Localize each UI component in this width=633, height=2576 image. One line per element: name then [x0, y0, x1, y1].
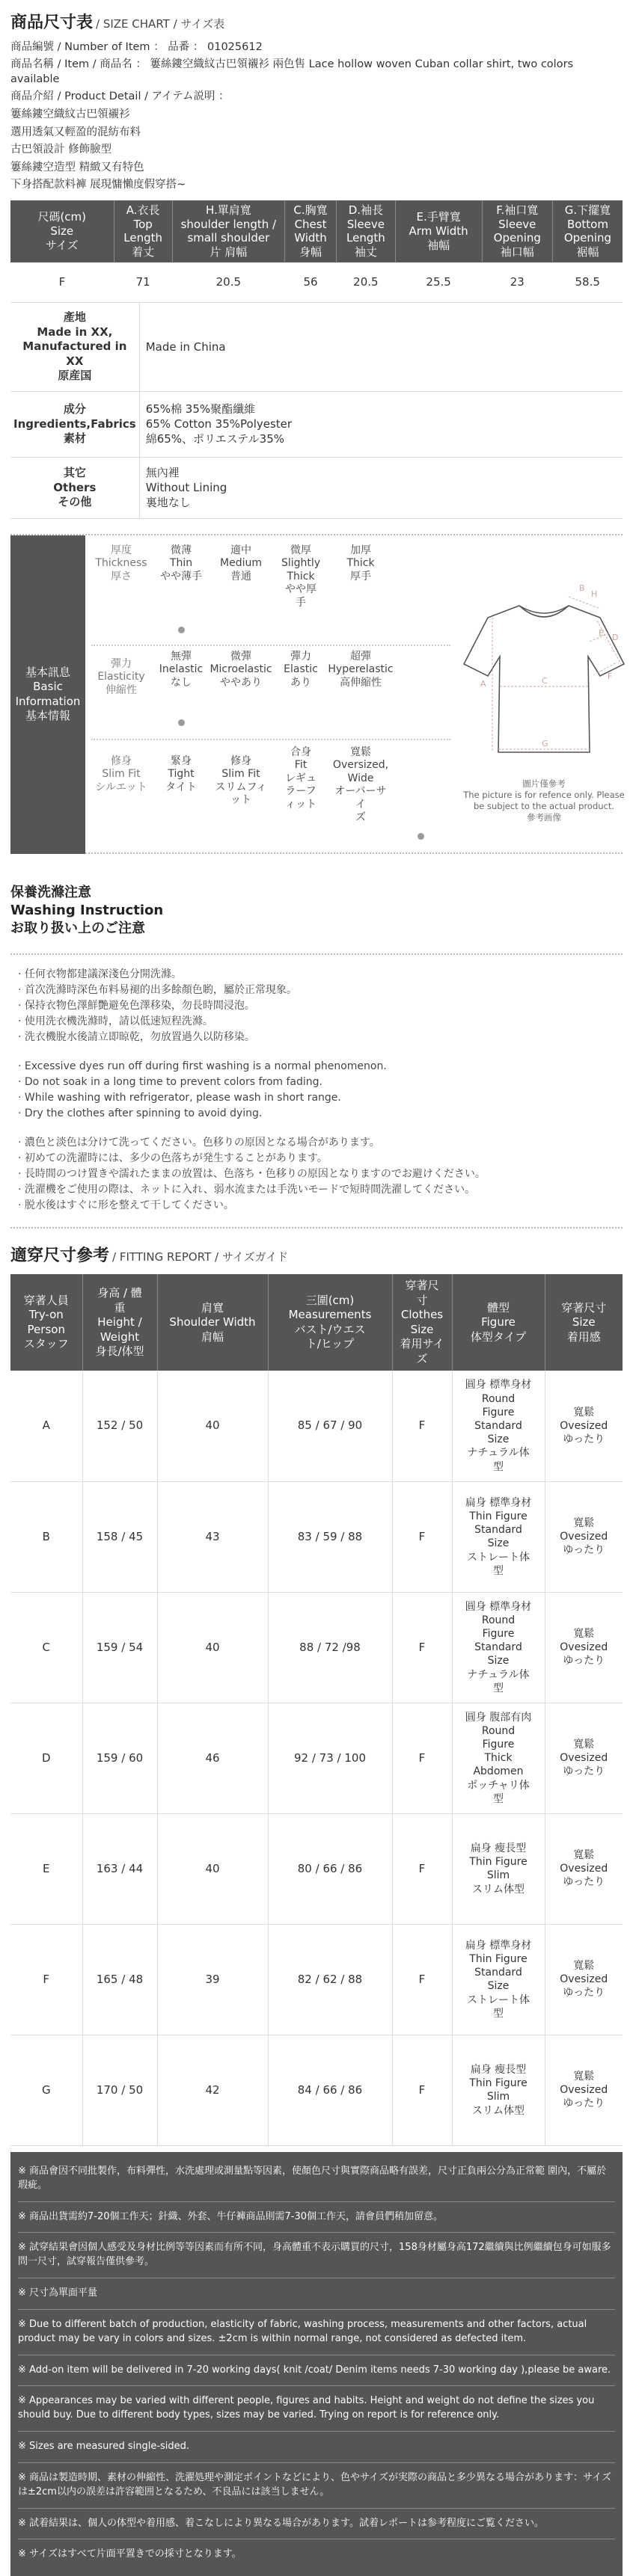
diagram-note: 圖片僅參考 The picture is for refence only. Please be subject to the actual product. 參考画像 [463, 778, 625, 823]
diagram-letter-f: F [608, 671, 613, 681]
note-line: ※ 尺寸為單面平量 [18, 2287, 98, 2299]
thickness-label: 厚度 Thickness 厚さ [95, 544, 147, 582]
origin-label: 產地 Made in XX, Manufactured in XX 原産国 [10, 303, 139, 391]
fitting-cell: 159 / 54 [82, 1592, 157, 1703]
size-chart-title [10, 12, 623, 34]
basic-info-section [10, 535, 623, 854]
notes-section [10, 2152, 623, 2576]
fitting-cell: 40 [157, 1813, 268, 1924]
product-info [10, 40, 623, 193]
washing-instructions [10, 953, 623, 1229]
fitting-table-body [10, 1371, 623, 2145]
washing-section [0, 854, 633, 1229]
fitting-title [10, 1245, 623, 1267]
fitting-cell: 165 / 48 [82, 1924, 157, 2035]
fitting-cell: F [10, 1924, 82, 2035]
composition-ja: 綿65%、ポリエステル35% [145, 432, 285, 446]
fitting-cell: F [392, 1703, 452, 1813]
item-detail-line: 簍絲鏤空織紋古巴領襯衫 [10, 108, 130, 120]
fitting-cell: 83 / 59 / 88 [268, 1481, 392, 1592]
fitting-cell: 寬鬆 Ovesized ゆったり [545, 1703, 623, 1813]
fitting-header-row [10, 1274, 623, 1371]
fit-tight: 緊身 Tight タイト [165, 754, 197, 793]
fitting-cell: 163 / 44 [82, 1813, 157, 1924]
composition-zh: 65%棉 35%聚酯纖維 [145, 402, 256, 416]
basic-info-grid [91, 535, 450, 854]
item-detail-line: 下身搭配款料褲 展現慵懶度假穿搭~ [10, 179, 186, 191]
lining-label: 其它 Others その他 [10, 457, 139, 518]
diagram-letter-h: H [591, 588, 598, 599]
spec-table [10, 303, 623, 519]
washing-line: · Dry the clothes after spinning to avoid dying. [18, 1107, 263, 1119]
washing-line: · 長時間のつけ置きや濡れたままの放置は、色落ち・色移りの原因となりますのでお避けください。 [18, 1167, 486, 1180]
washing-line: · 首次洗滌時深色布料易褪的出多餘顏色喲，屬於正常現象。 [18, 983, 297, 996]
diagram-letter-e: E [599, 627, 604, 638]
diagram-letter-d: D [612, 632, 619, 642]
fitting-header-cell: 三圍(cm) Measurements バスト/ウエス ト/ヒップ [268, 1274, 392, 1371]
washing-title-en: Washing Instruction [10, 903, 164, 919]
washing-line: · Do not soak in a long time to prevent colors from fading. [18, 1075, 322, 1088]
thickness-indicator-dot [178, 627, 185, 633]
fitting-row [10, 1371, 623, 1481]
washing-line: · 保持衣物色澤鮮艷避免色澤移染，勿長時間浸泡。 [18, 999, 255, 1012]
note-line: ※ Sizes are measured single-sided. [18, 2441, 190, 2453]
composition-en: 65% Cotton 35%Polyester [145, 417, 293, 431]
thickness-row [91, 540, 450, 610]
fitting-cell: F [392, 1592, 452, 1703]
lining-ja: 裏地なし [145, 496, 191, 510]
fitting-report-section [0, 1229, 633, 2146]
elasticity-indicator-dot [178, 719, 185, 726]
fitting-cell: F [392, 1481, 452, 1592]
size-header-cell: F.袖口寬 Sleeve Opening 袖口幅 [482, 200, 552, 262]
fitting-cell: 92 / 73 / 100 [268, 1703, 392, 1813]
washing-line: · 濃色と淡色は分けて洗ってください。色移りの原因となる場合があります。 [18, 1136, 380, 1149]
fit-label: 修身 Slim Fit シルエット [95, 754, 147, 793]
lining-value [139, 457, 623, 518]
note-line: ※ 商品會因不同批製作，布料彈性，水洗處理或測量點等因素，使顏色尺寸與實際商品略有誤差，尺寸正負兩公分為正常範 圍內，不屬於瑕疵。 [18, 2165, 607, 2191]
fitting-cell: 扁身 標準身材 Thin Figure Standard Size ストレート体 型 [452, 1481, 545, 1592]
fitting-title-main: 適穿尺寸參考 [10, 1246, 110, 1265]
fitting-cell: 170 / 50 [82, 2035, 157, 2145]
diagram-letter-g: G [542, 738, 548, 748]
fit-oversized: 寬鬆 Oversized, Wide オーバーサイ ズ [332, 746, 389, 824]
elasticity-hyper: 超彈 Hyperelastic 高伸縮性 [328, 650, 394, 689]
thickness-thick: 加厚 Thick 厚手 [346, 544, 375, 582]
fitting-cell: 扁身 標準身材 Thin Figure Standard Size ストレート体 型 [452, 1924, 545, 2035]
fitting-row [10, 2035, 623, 2145]
note-line: ※ Due to different batch of production, elasticity of fabric, washing process, measurements and other factors, actual product may be vary in colors and sizes. ±2cm is within normal range, not considered as defected item. [18, 2318, 587, 2344]
size-header-cell: A.衣長 Top Length 着丈 [114, 200, 172, 262]
fitting-cell: F [392, 1813, 452, 1924]
note-line: ※ Appearances may be varied with different people, figures and habits. Height and weight do not define the sizes you should buy. Due to different body types, sizes may be varied. Trying on report is for reference only. [18, 2395, 595, 2421]
washing-line: · 脱水後はすぐに形を整えて干してください。 [18, 1199, 234, 1211]
size-cell: 20.5 [172, 262, 284, 303]
fit-regular: 合身 Fit レギュ ラーフ ィット [285, 746, 316, 811]
washing-title-zh: 保養洗滌注意 [10, 884, 91, 900]
fitting-cell: 46 [157, 1703, 268, 1813]
fitting-cell: 82 / 62 / 88 [268, 1924, 392, 2035]
fitting-header-cell: 身高 / 體 重 Height / Weight 身長/体型 [82, 1274, 157, 1371]
fitting-table [10, 1274, 623, 2146]
fitting-cell: 扁身 瘦長型 Thin Figure Slim スリム体型 [452, 2035, 545, 2145]
fitting-cell: 159 / 60 [82, 1703, 157, 1813]
size-header-cell: D.袖長 Sleeve Length 袖丈 [337, 200, 395, 262]
size-cell: F [10, 262, 114, 303]
washing-line: · While washing with refrigerator, please wash in short range. [18, 1091, 341, 1104]
elasticity-elastic: 彈力 Elastic あり [284, 650, 318, 689]
size-header-cell: C.胸寬 Chest Width 身幅 [284, 200, 336, 262]
composition-value [139, 391, 623, 457]
diagram-letter-c: C [542, 675, 548, 686]
fitting-header-cell: 穿著尺 寸 Clothes Size 着用サイ ズ [392, 1274, 452, 1371]
fitting-cell: D [10, 1703, 82, 1813]
fitting-cell: 39 [157, 1924, 268, 2035]
size-chart-section [0, 0, 633, 535]
fitting-header-cell: 體型 Figure 体型タイプ [452, 1274, 545, 1371]
composition-row [10, 391, 623, 457]
washing-line: · Excessive dyes run off during first washing is a normal phenomenon. [18, 1060, 387, 1072]
fitting-row [10, 1703, 623, 1813]
washing-title-ja: お取り扱い上のご注意 [10, 920, 145, 937]
size-chart-title-main: 商品尺寸表 [10, 13, 94, 32]
note-line: ※ 商品は製造時期、素材の伸縮性、洗濯処理や測定ポイントなどにより、色やサイズが実際の商品と多少異なる場合があります：サイズは±2cm以内の誤差は許容範囲となるため、不良品には該当しません。 [18, 2471, 611, 2497]
washing-line: · 初めての洗濯時には、多少の色落ちが発生することがあります。 [18, 1152, 328, 1164]
fitting-cell: 寬鬆 Ovesized ゆったり [545, 1813, 623, 1924]
fitting-cell: 圓身 標準身材 Round Figure Standard Size ナチュラル体 型 [452, 1371, 545, 1481]
fitting-cell: 88 / 72 /98 [268, 1592, 392, 1703]
item-detail-line: 古巴領設計 修飾臉型 [10, 144, 112, 156]
elasticity-inelastic: 無彈 Inelastic なし [159, 650, 204, 689]
size-header-cell: E.手臂寬 Arm Width 袖幅 [395, 200, 482, 262]
fitting-cell: 43 [157, 1481, 268, 1592]
note-line: ※ サイズはすべて片面平置きでの採寸となります。 [18, 2548, 242, 2560]
size-row [10, 262, 623, 303]
washing-line: · 洗濯機をご使用の際は、ネットに入れ、弱水流または手洗いモードで短時間洗濯してください。 [18, 1183, 476, 1196]
fitting-header-cell: 肩寬 Shoulder Width 肩幅 [157, 1274, 268, 1371]
fitting-cell: 寬鬆 Ovesized ゆったり [545, 1371, 623, 1481]
washing-title [10, 884, 623, 938]
fitting-cell: 扁身 瘦長型 Thin Figure Slim スリム体型 [452, 1813, 545, 1924]
elasticity-micro: 微彈 Microelastic ややあり [210, 650, 272, 689]
fitting-cell: E [10, 1813, 82, 1924]
item-name: 商品名稱 / Item / 商品名 ： 簍絲鏤空織紋古巴領襯衫 兩色售 Lace hollow woven Cuban collar shirt, two colors available [10, 58, 574, 85]
basic-info-label: 基本訊息 Basic Information 基本情報 [10, 535, 85, 854]
fitting-cell: 寬鬆 Ovesized ゆったり [545, 1924, 623, 2035]
fitting-cell: 40 [157, 1592, 268, 1703]
item-number: 商品編號 / Number of Item ： 品番 ： 01025612 [10, 40, 263, 53]
fitting-row [10, 1924, 623, 2035]
origin-row [10, 303, 623, 391]
fitting-cell: 152 / 50 [82, 1371, 157, 1481]
size-header-cell: G.下擺寬 Bottom Opening 裾幅 [552, 200, 623, 262]
fitting-cell: C [10, 1592, 82, 1703]
size-chart-title-sub: / SIZE CHART / サイズ表 [96, 17, 225, 31]
size-cell: 25.5 [395, 262, 482, 303]
fit-slim: 修身 Slim Fit スリムフィット [215, 754, 267, 807]
fitting-cell: 圓身 標準身材 Round Figure Standard Size ナチュラル体 型 [452, 1592, 545, 1703]
fitting-cell: 42 [157, 2035, 268, 2145]
fitting-cell: 80 / 66 / 86 [268, 1813, 392, 1924]
fitting-row [10, 1592, 623, 1703]
fitting-cell: 寬鬆 Ovesized ゆったり [545, 1592, 623, 1703]
origin-value: Made in China [139, 303, 623, 391]
lining-en: Without Lining [145, 481, 227, 495]
diagram-letter-b: B [579, 582, 585, 593]
fitting-cell: A [10, 1371, 82, 1481]
fitting-header-cell: 穿著尺寸 Size 着用感 [545, 1274, 623, 1371]
fitting-title-sub: / FITTING REPORT / サイズガイド [112, 1249, 289, 1264]
note-line: ※ 試穿結果會因個人感受及身材比例等等因素而有所不同，身高體重不表示購買的尺寸，158身材屬身高172繼續與比例繼續包身可如服多問一尺寸，試穿報告僅供參考。 [18, 2242, 611, 2268]
fitting-cell: B [10, 1481, 82, 1592]
size-cell: 20.5 [337, 262, 395, 303]
item-detail-line: 選用透氣又輕盈的混紡布料 [10, 126, 141, 138]
note-line: ※ 商品出貨需約7-20個工作天；針織、外套、牛仔褲商品則需7-30個工作天，請會員們稍加留意。 [18, 2210, 444, 2222]
size-cell: 23 [482, 262, 552, 303]
fitting-cell: F [392, 2035, 452, 2145]
fitting-cell: 寬鬆 Ovesized ゆったり [545, 1481, 623, 1592]
size-table-header [10, 200, 623, 262]
lining-row [10, 457, 623, 518]
fitting-cell: F [392, 1371, 452, 1481]
garment-diagram [458, 552, 630, 776]
elasticity-label: 彈力 Elasticity 伸縮性 [97, 657, 145, 696]
fitting-cell: F [392, 1924, 452, 2035]
lining-zh: 無內裡 [145, 465, 180, 479]
note-line: ※ Add-on item will be delivered in 7-20 working days( knit /coat/ Denim items needs 7-30 working day ),please be aware. [18, 2364, 611, 2376]
size-cell: 58.5 [552, 262, 623, 303]
size-cell: 56 [284, 262, 336, 303]
thickness-medium: 適中 Medium 普通 [220, 544, 262, 582]
fitting-cell: 寬鬆 Ovesized ゆったり [545, 2035, 623, 2145]
fitting-row [10, 1481, 623, 1592]
composition-label: 成分 Ingredients,Fabrics 素材 [10, 391, 139, 457]
size-cell: 71 [114, 262, 172, 303]
size-header-cell: H.單肩寬 shoulder length / small shoulder 片 肩幅 [172, 200, 284, 262]
elasticity-row [91, 645, 450, 698]
item-detail-line: 簍絲鏤空造型 精緻又有特色 [10, 161, 144, 173]
size-header-cell: 尺碼(cm) Size サイズ [10, 200, 114, 262]
fit-row [91, 739, 450, 825]
fitting-cell: 圓身 腹部有肉 Round Figure Thick Abdomen ポッチャリ体 型 [452, 1703, 545, 1813]
fitting-header-cell: 穿著人員 Try-on Person スタッフ [10, 1274, 82, 1371]
fitting-row [10, 1813, 623, 1924]
note-line: ※ 試着結果は、個人の体型や着用感、着こなしにより異なる場合があります。試着レポートは参考程度にご覧ください。 [18, 2517, 544, 2529]
item-detail-label: 商品介紹 / Product Detail / アイテム説明 ： [10, 90, 230, 103]
diagram-letter-a: A [480, 678, 486, 689]
thickness-slightly-thick: 微厚 Slightly Thick やや厚 手 [281, 544, 321, 609]
washing-line: · 洗衣機脫水後請立即晾乾，勿放置過久以防移染。 [18, 1030, 255, 1043]
fitting-cell: 158 / 45 [82, 1481, 157, 1592]
size-table [10, 200, 623, 304]
fitting-cell: G [10, 2035, 82, 2145]
washing-line: · 任何衣物都建議深淺色分開洗滌。 [18, 968, 182, 980]
washing-line: · 使用洗衣機洗滌時，請以低速短程洗滌。 [18, 1015, 213, 1027]
fitting-cell: 84 / 66 / 86 [268, 2035, 392, 2145]
fitting-cell: 85 / 67 / 90 [268, 1371, 392, 1481]
thickness-thin: 微薄 Thin やや薄手 [160, 544, 202, 582]
fit-indicator-dot [418, 833, 424, 840]
fitting-cell: 40 [157, 1371, 268, 1481]
